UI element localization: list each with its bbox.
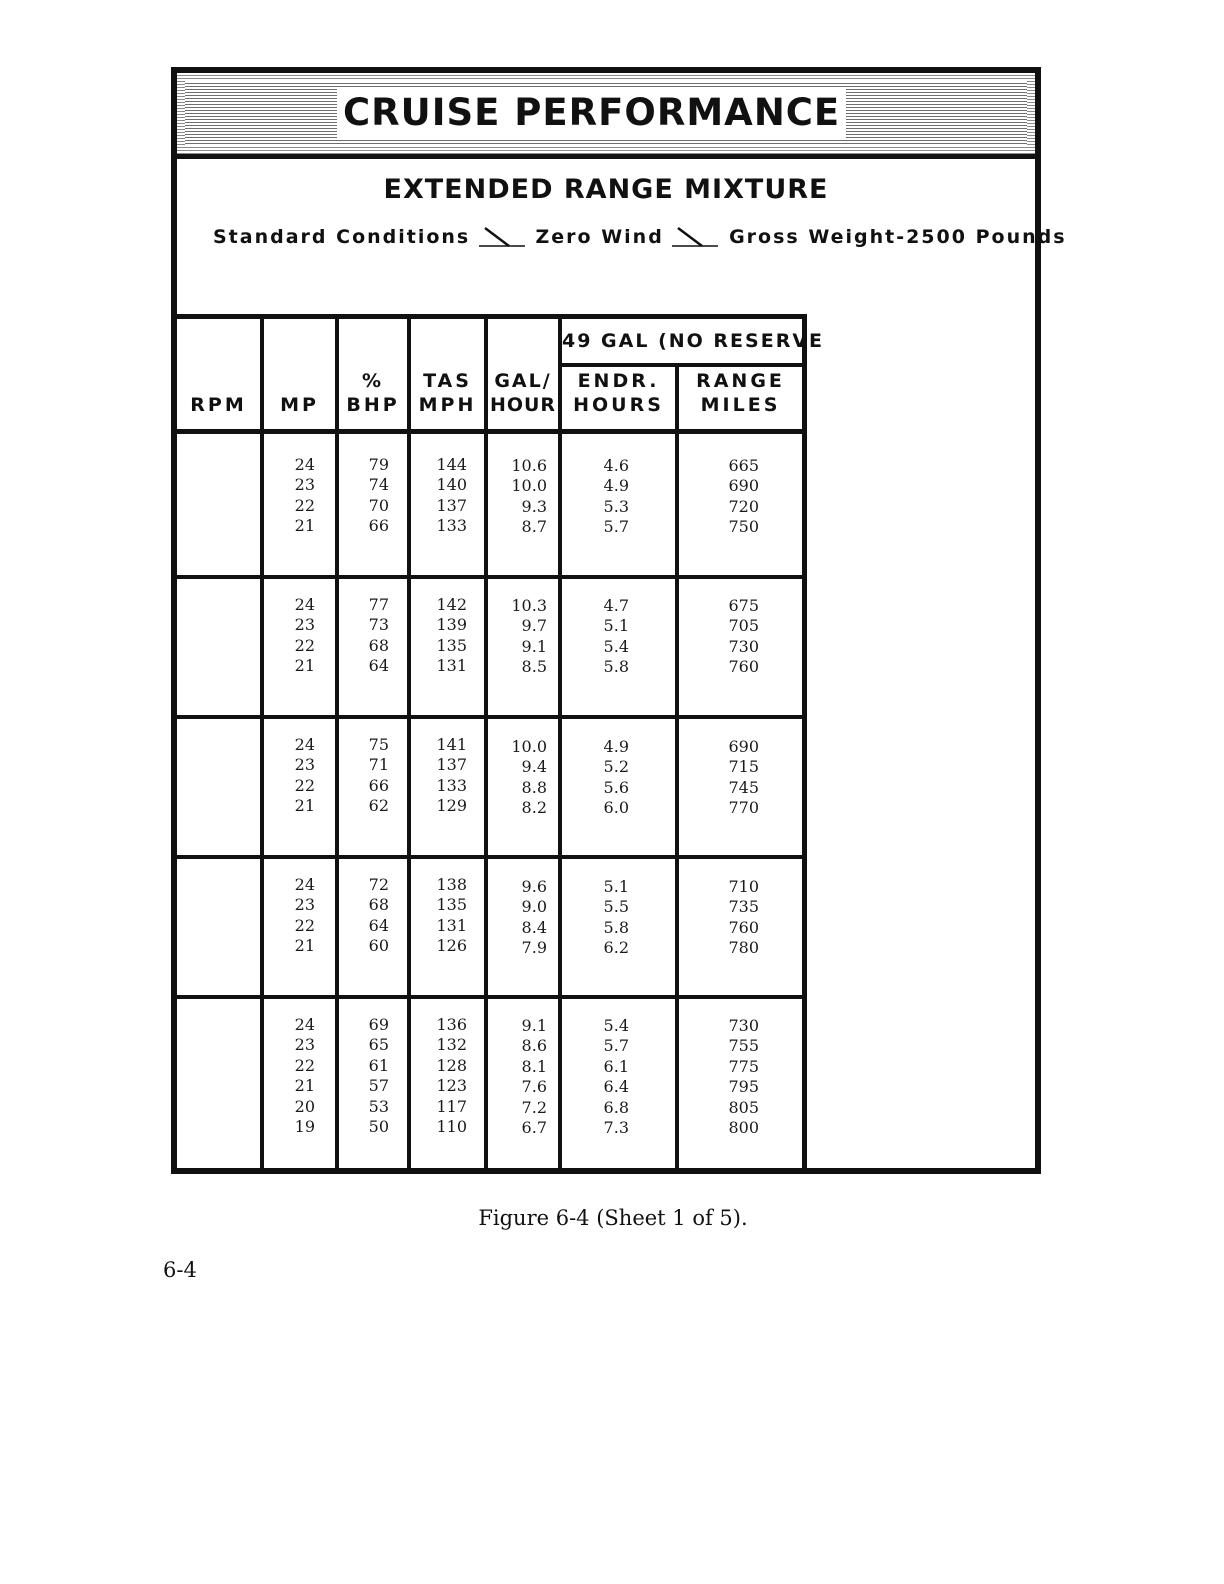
cell-range: 690 715 745 770 bbox=[728, 737, 759, 818]
conditions-line bbox=[213, 224, 1067, 254]
cell-endr: 4.6 4.9 5.3 5.7 bbox=[603, 456, 629, 537]
header-bhp-bottom: BHP bbox=[346, 394, 400, 416]
cruise-performance-chart bbox=[171, 67, 1067, 1174]
header-rpm: RPM bbox=[190, 394, 247, 416]
cell-mp: 24 23 22 21 bbox=[294, 455, 315, 536]
condition-wind: Zero Wind bbox=[535, 226, 664, 248]
cell-endr: 4.9 5.2 5.6 6.0 bbox=[603, 737, 629, 818]
cell-range: 665 690 720 750 bbox=[728, 456, 759, 537]
cell-bhp: 69 65 61 57 53 50 bbox=[368, 1015, 389, 1137]
cell-endr: 5.1 5.5 5.8 6.2 bbox=[603, 877, 629, 958]
cell-mp: 24 23 22 21 bbox=[294, 595, 315, 676]
cell-bhp: 72 68 64 60 bbox=[368, 875, 389, 956]
header-tas-bottom: MPH bbox=[418, 394, 477, 416]
header-endr-top: ENDR. bbox=[577, 370, 660, 392]
performance-table bbox=[177, 314, 825, 1168]
cell-tas: 142 139 135 131 bbox=[436, 595, 467, 676]
cell-range: 710 735 760 780 bbox=[728, 877, 759, 958]
header-range-top: RANGE bbox=[696, 370, 785, 392]
header-gal-bottom: HOUR bbox=[489, 394, 557, 416]
cell-tas: 136 132 128 123 117 110 bbox=[436, 1015, 467, 1137]
header-bhp-top: % bbox=[361, 370, 385, 392]
cell-bhp: 75 71 66 62 bbox=[368, 735, 389, 816]
row-divider bbox=[177, 995, 802, 999]
cell-mp: 24 23 22 21 bbox=[294, 735, 315, 816]
cell-tas: 138 135 131 126 bbox=[436, 875, 467, 956]
column-divider bbox=[675, 363, 679, 1168]
figure-caption-text: Figure 6-4 (Sheet 1 of 5). bbox=[478, 1206, 748, 1230]
condition-standard: Standard Conditions bbox=[213, 226, 471, 248]
page-title: CRUISE PERFORMANCE bbox=[337, 87, 846, 139]
cell-mp: 24 23 22 21 bbox=[294, 875, 315, 956]
header-mp: MP bbox=[280, 394, 319, 416]
arrow-icon bbox=[672, 224, 720, 250]
figure-caption bbox=[0, 1206, 1224, 1230]
cell-gal: 10.3 9.7 9.1 8.5 bbox=[511, 596, 547, 677]
cell-gal: 9.1 8.6 8.1 7.6 7.2 6.7 bbox=[521, 1016, 547, 1138]
column-divider bbox=[335, 319, 339, 1168]
cell-tas: 141 137 133 129 bbox=[436, 735, 467, 816]
column-divider bbox=[558, 319, 562, 1168]
column-divider bbox=[260, 319, 264, 1168]
cell-gal: 9.6 9.0 8.4 7.9 bbox=[521, 877, 547, 958]
cell-gal: 10.0 9.4 8.8 8.2 bbox=[511, 737, 547, 818]
cell-tas: 144 140 137 133 bbox=[436, 455, 467, 536]
header-fuel-group: 49 GAL (NO RESERVE bbox=[562, 330, 825, 352]
condition-weight: Gross Weight-2500 Pounds bbox=[729, 226, 1067, 248]
page-number: 6-4 bbox=[163, 1258, 197, 1282]
arrow-icon bbox=[479, 224, 527, 250]
header-gal-top: GAL/ bbox=[494, 370, 552, 392]
cell-endr: 4.7 5.1 5.4 5.8 bbox=[603, 596, 629, 677]
cell-gal: 10.6 10.0 9.3 8.7 bbox=[511, 456, 547, 537]
cell-bhp: 79 74 70 66 bbox=[368, 455, 389, 536]
row-divider bbox=[177, 715, 802, 719]
header-divider bbox=[171, 429, 802, 434]
cell-bhp: 77 73 68 64 bbox=[368, 595, 389, 676]
column-divider bbox=[407, 319, 411, 1168]
row-divider bbox=[177, 855, 802, 859]
cell-endr: 5.4 5.7 6.1 6.4 6.8 7.3 bbox=[603, 1016, 629, 1138]
header-tas-top: TAS bbox=[423, 370, 472, 392]
cell-range: 730 755 775 795 805 800 bbox=[728, 1016, 759, 1138]
title-band bbox=[177, 73, 1035, 159]
header-range-bottom: MILES bbox=[700, 394, 781, 416]
cell-mp: 24 23 22 21 20 19 bbox=[294, 1015, 315, 1137]
cell-range: 675 705 730 760 bbox=[728, 596, 759, 677]
subtitle: EXTENDED RANGE MIXTURE bbox=[383, 174, 829, 205]
row-divider bbox=[558, 363, 802, 367]
column-divider bbox=[484, 319, 488, 1168]
row-divider bbox=[177, 575, 802, 579]
header-endr-bottom: HOURS bbox=[573, 394, 664, 416]
